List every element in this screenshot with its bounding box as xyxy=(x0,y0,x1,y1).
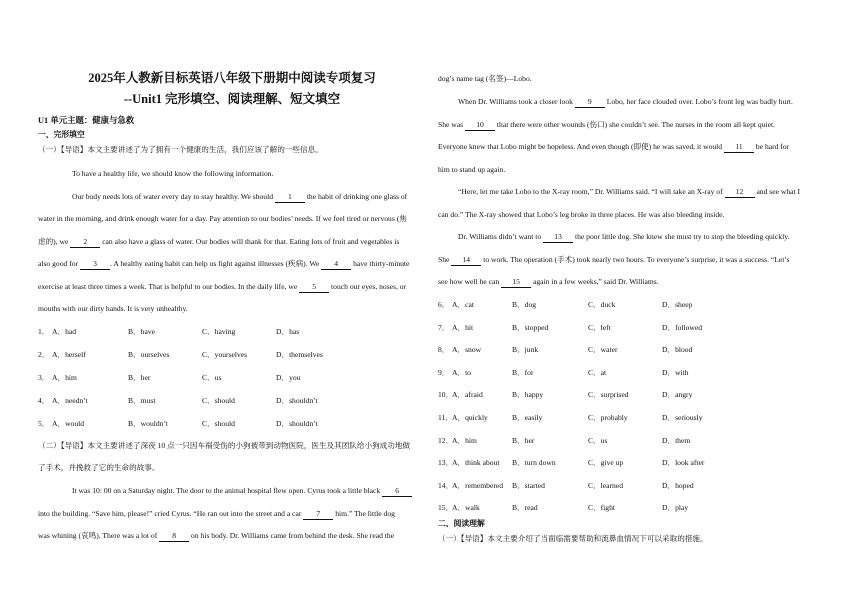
option-d[interactable]: D．angry xyxy=(662,390,693,400)
option-c[interactable]: C．us xyxy=(202,373,222,382)
passage1-intro: （一）【导语】本文主要讲述了为了拥有一个健康的生活，我们应该了解的一些信息。 xyxy=(38,145,323,154)
passage2-line: dog’s name tag (名签)—Lobo. xyxy=(438,74,532,83)
option-a[interactable]: A．needn’t xyxy=(52,396,88,405)
option-d[interactable]: D．sheep xyxy=(662,300,693,309)
question-number: 8． xyxy=(438,345,450,355)
question-number: 3． xyxy=(38,373,50,382)
blank-15[interactable]: 15 xyxy=(501,276,531,288)
option-a[interactable]: A．walk xyxy=(452,503,480,513)
question-number: 7． xyxy=(438,322,450,332)
option-b[interactable]: B．her xyxy=(128,373,151,382)
option-c[interactable]: C．yourselves xyxy=(202,350,248,359)
option-b[interactable]: B．started xyxy=(512,480,545,490)
option-b[interactable]: B．for xyxy=(512,367,534,377)
blank-4[interactable]: 4 xyxy=(321,258,351,270)
option-d[interactable]: D．look after xyxy=(662,458,705,468)
option-b[interactable]: B．wouldn’t xyxy=(128,419,168,428)
passage2-line: see how well he can 15 again in a few weeks,” said Dr. Williams. xyxy=(438,277,659,286)
blank-1[interactable]: 1 xyxy=(275,191,305,203)
option-a[interactable]: A．afraid xyxy=(452,390,483,400)
option-a[interactable]: A．would xyxy=(52,419,85,428)
question-number: 1． xyxy=(38,327,50,336)
blank-13[interactable]: 13 xyxy=(543,231,573,243)
option-d[interactable]: D．them xyxy=(662,435,691,445)
question-number: 11． xyxy=(438,413,453,422)
option-b[interactable]: B．stopped xyxy=(512,322,549,332)
passage1-line: also good for 3 . A healthy eating habit can help us fight against illnesses (疾病). We 4 have thirty-minute xyxy=(38,259,410,268)
option-a[interactable]: A．snow xyxy=(452,345,482,355)
question-number: 4． xyxy=(38,396,50,405)
option-b[interactable]: B．easily xyxy=(512,413,543,422)
option-b[interactable]: B．dog xyxy=(512,300,537,309)
passage1-line: mouths with our dirty hands. It is very unhealthy. xyxy=(38,304,188,313)
blank-6[interactable]: 6 xyxy=(382,485,412,497)
option-b[interactable]: B．turn down xyxy=(512,458,556,468)
passage2-line: Dr. Williams didn’t want to 13 the poor little dog. She knew she must try to stop the bleeding quickly. xyxy=(458,232,790,241)
option-a[interactable]: A．to xyxy=(452,367,471,377)
blank-5[interactable]: 5 xyxy=(299,281,329,293)
option-c[interactable]: C．give up xyxy=(588,458,624,468)
option-c[interactable]: C．at xyxy=(588,367,607,377)
passage1-line: To have a healthy life, we should know the following information. xyxy=(72,169,274,178)
option-d[interactable]: D．seriously xyxy=(662,413,703,422)
blank-11[interactable]: 11 xyxy=(724,141,754,153)
option-c[interactable]: C．learned xyxy=(588,480,624,490)
option-a[interactable]: A．think about xyxy=(452,458,500,468)
option-c[interactable]: C．fight xyxy=(588,503,616,513)
blank-9[interactable]: 9 xyxy=(575,96,605,108)
question-number: 2． xyxy=(38,350,50,359)
option-a[interactable]: A．remembered xyxy=(452,480,504,490)
passage1-line: water in the morning, and drink enough water for a day. Pay attention to our bodies’ needs. If we feel tired or nervous (焦 xyxy=(38,214,407,223)
passage2-intro: （二）【导语】本文主要讲述了深夜 10 点一只因车祸受伤的小狗被带到动物医院，医生及其团队给小狗成功地做 xyxy=(38,441,411,450)
option-d[interactable]: D．followed xyxy=(662,322,703,332)
question-number: 9． xyxy=(438,367,450,377)
option-b[interactable]: B．read xyxy=(512,503,538,513)
passage2-line: can do.” The X-ray showed that Lobo’s leg broke in three places. He was also bleeding inside. xyxy=(438,210,725,219)
option-b[interactable]: B．have xyxy=(128,327,155,336)
option-d[interactable]: D．themselves xyxy=(276,350,323,359)
page-title-line1: 2025年人教新目标英语八年级下册期中阅读专项复习 xyxy=(88,71,376,85)
passage3-intro: （一）【导语】本文主要介绍了当面临需要帮助和流鼻血情况下可以采取的措施。 xyxy=(438,534,708,543)
option-c[interactable]: C．surprised xyxy=(588,390,629,400)
passage2-line: him to stand up again. xyxy=(438,165,506,174)
option-c[interactable]: C．left xyxy=(588,322,611,332)
option-a[interactable]: A．herself xyxy=(52,350,86,359)
passage2-line: “Here, let me take Lobo to the X-ray room,” Dr. Williams said. “I will take an X-ray of 12 and see what I xyxy=(458,187,801,196)
option-c[interactable]: C．duck xyxy=(588,300,616,309)
passage2-line: was whining (哀鸣). There was a lot of 8 on his body. Dr. Williams came from behind the desk. She read the xyxy=(38,531,395,540)
option-a[interactable]: A．him xyxy=(452,435,477,445)
blank-8[interactable]: 8 xyxy=(159,530,189,542)
question-number: 6． xyxy=(438,300,450,309)
option-a[interactable]: A．quickly xyxy=(452,413,488,422)
section-reading-heading: 二、阅读理解 xyxy=(438,519,485,528)
option-b[interactable]: B．her xyxy=(512,435,535,445)
option-c[interactable]: C．us xyxy=(588,435,608,445)
option-b[interactable]: B．ourselves xyxy=(128,350,170,359)
option-d[interactable]: D．play xyxy=(662,503,689,513)
option-c[interactable]: C．probably xyxy=(588,413,628,422)
option-b[interactable]: B．junk xyxy=(512,345,539,355)
blank-14[interactable]: 14 xyxy=(451,254,481,266)
question-number: 5． xyxy=(38,419,50,428)
question-number: 14． xyxy=(438,480,454,490)
passage1-line: exercise at least three times a week. That is helpful to our bodies. In the daily life, we 5 touch our eyes, noses, or xyxy=(38,282,407,291)
question-number: 10． xyxy=(438,390,454,400)
option-d[interactable]: D．has xyxy=(276,327,300,336)
blank-7[interactable]: 7 xyxy=(303,508,333,520)
option-d[interactable]: D．with xyxy=(662,367,689,377)
unit-theme-heading: U1 单元主题：健康与急救 xyxy=(38,116,135,125)
option-c[interactable]: C．should xyxy=(202,396,235,405)
question-number: 13． xyxy=(438,458,454,468)
passage2-line: It was 10: 00 on a Saturday night. The door to the animal hospital flew open. Cyrus took a little black 6 xyxy=(72,485,412,497)
blank-3[interactable]: 3 xyxy=(80,258,110,270)
option-d[interactable]: D．shouldn’t xyxy=(276,396,318,405)
option-d[interactable]: D．shouldn’t xyxy=(276,419,318,428)
passage2-line: into the building. “Save him, please!” cried Cyrus. “He ran out into the street and a car 7 him.” The little dog xyxy=(38,509,395,518)
passage2-line: Everyone knew that Lobo might be hopeless. And even though (即使) he was saved, it would 11 be hard for xyxy=(438,142,790,151)
passage2-line: When Dr. Williams took a closer look 9 Lobo, her face clouded over. Lobo’s front leg was badly hurt. xyxy=(458,97,793,106)
option-b[interactable]: B．must xyxy=(128,396,156,405)
passage2-intro: 了手术，并挽救了它的生命的故事。 xyxy=(38,463,160,472)
blank-12[interactable]: 12 xyxy=(725,186,755,198)
option-c[interactable]: C．having xyxy=(202,327,236,336)
passage1-line: Our body needs lots of water every day to stay healthy. We should 1 the habit of drinking one glass of xyxy=(72,192,408,201)
option-c[interactable]: C．should xyxy=(202,419,235,428)
option-d[interactable]: D．you xyxy=(276,373,301,382)
option-a[interactable]: A．him xyxy=(52,373,77,382)
option-c[interactable]: C．water xyxy=(588,345,618,355)
blank-10[interactable]: 10 xyxy=(465,119,495,131)
page-title-line2: --Unit1 完形填空、阅读理解、短文填空 xyxy=(123,92,341,106)
passage1-line: 虑的), we 2 can also have a glass of water. Our bodies will thank for that. Eating lots of fruit and vegetables is xyxy=(38,237,400,246)
option-b[interactable]: B．happy xyxy=(512,390,544,400)
option-d[interactable]: D．hoped xyxy=(662,480,694,490)
passage2-line: She 14 to work. The operation (手术) took nearly two hours. To everyone’s surprise, it was a success. “Let’s xyxy=(438,255,790,264)
option-a[interactable]: A．hit xyxy=(452,322,474,332)
option-d[interactable]: D．blood xyxy=(662,345,693,355)
question-number: 12． xyxy=(438,435,454,445)
question-number: 15． xyxy=(438,503,454,513)
blank-2[interactable]: 2 xyxy=(70,236,100,248)
section-cloze-heading: 一、完形填空 xyxy=(38,130,85,139)
option-a[interactable]: A．had xyxy=(52,327,77,336)
option-a[interactable]: A．cat xyxy=(452,300,474,309)
passage2-line: She was 10 that there were other wounds (伤口) she couldn’t see. The nurses in the room all kept quiet. xyxy=(438,120,776,129)
